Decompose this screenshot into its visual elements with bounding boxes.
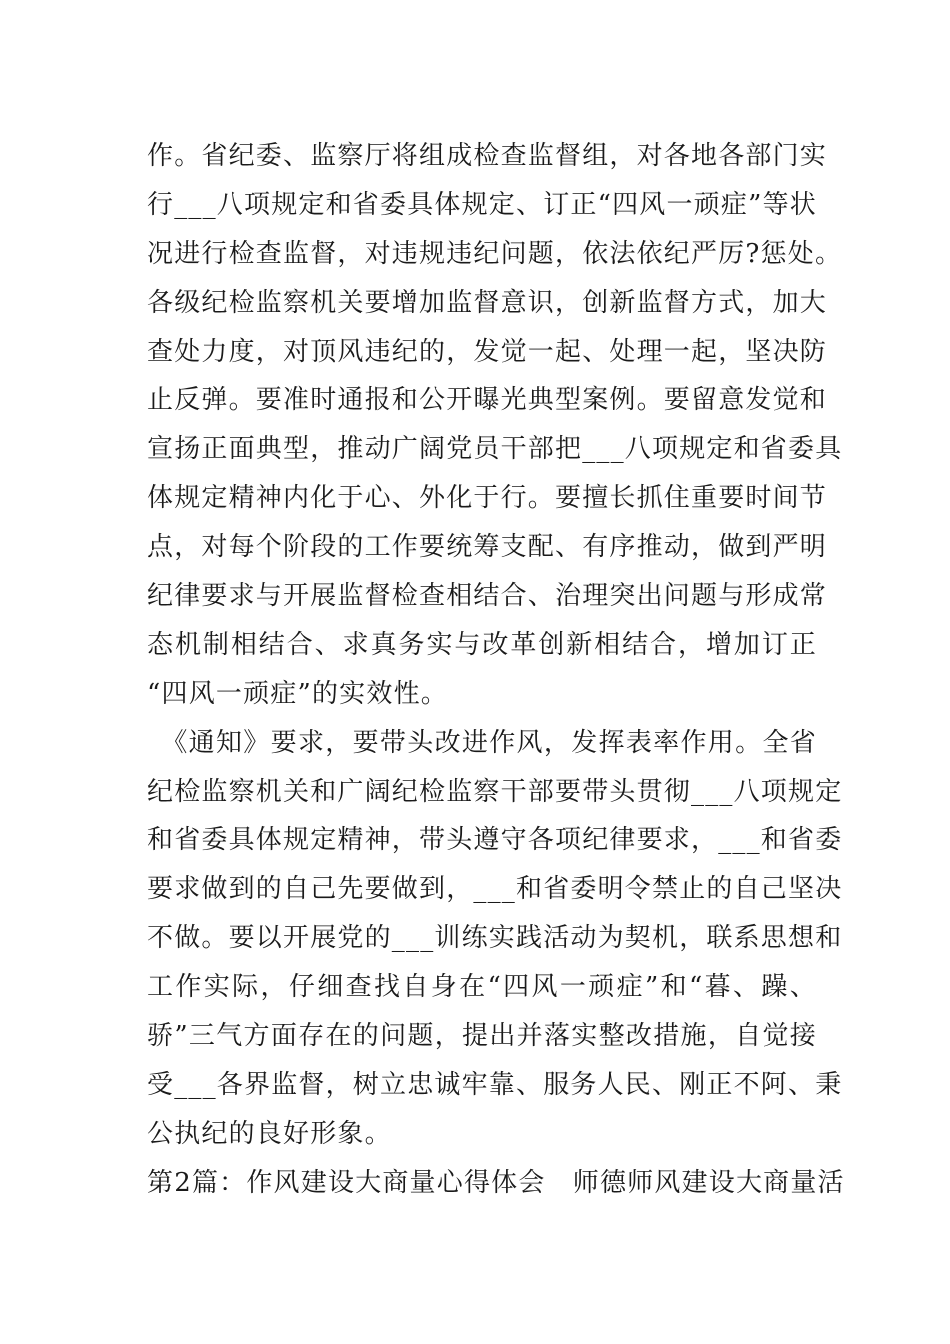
text-line: 态机制相结合、求真务实与改革创新相结合，增加订正 [147,629,817,660]
text-line: “四风一顽症”的实效性。 [147,678,448,709]
text-line: 要求做到的自己先要做到，___和省委明令禁止的自己坚决 [147,874,843,905]
text-line: 工作实际，仔细查找自身在“四风一顽症”和“暮、躁、 [147,972,817,1003]
document-body [147,132,845,1208]
text-line: 查处力度，对顶风违纪的，发觉一起、处理一起，坚决防 [147,336,828,367]
text-line: 作。省纪委、监察厅将组成检查监督组，对各地各部门实 [147,141,828,171]
text-line: 止反弹。要准时通报和公开曝光典型案例。要留意发觉和 [147,385,828,416]
text-line: 况进行检查监督，对违规违纪问题，依法依纪严厉?惩处。 [147,238,843,269]
text-line: 宣扬正面典型，推动广阔党员干部把___八项规定和省委具 [147,434,843,465]
text-line: 《通知》要求，要带头改进作风，发挥表率作用。全省 [147,727,817,758]
text-line: 各级纪检监察机关要增加监督意识，创新监督方式，加大 [147,287,828,318]
text-line: 和省委具体规定精神，带头遵守各项纪律要求，___和省委 [147,825,843,856]
text-line: 不做。要以开展党的___训练实践活动为契机，联系思想和 [147,923,843,954]
text-line: 纪律要求与开展监督检查相结合、治理突出问题与形成常 [147,581,828,612]
text-line: 公执纪的良好形象。 [147,1118,392,1149]
text-line: 体规定精神内化于心、外化于行。要擅长抓住重要时间节 [147,483,828,514]
text-line: 受___各界监督，树立忠诚牢靠、服务人民、刚正不阿、秉 [147,1069,843,1100]
text-line: 点，对每个阶段的工作要统筹支配、有序推动，做到严明 [147,532,828,563]
section-heading: 第2篇：作风建设大商量心得体会 师德师风建设大商量活 [147,1167,845,1198]
text-line: 纪检监察机关和广阔纪检监察干部要带头贯彻___八项规定 [147,776,843,807]
text-line: 骄”三气方面存在的问题，提出并落实整改措施，自觉接 [147,1021,817,1052]
text-line: 行___八项规定和省委具体规定、订正“四风一顽症”等状 [147,189,817,220]
